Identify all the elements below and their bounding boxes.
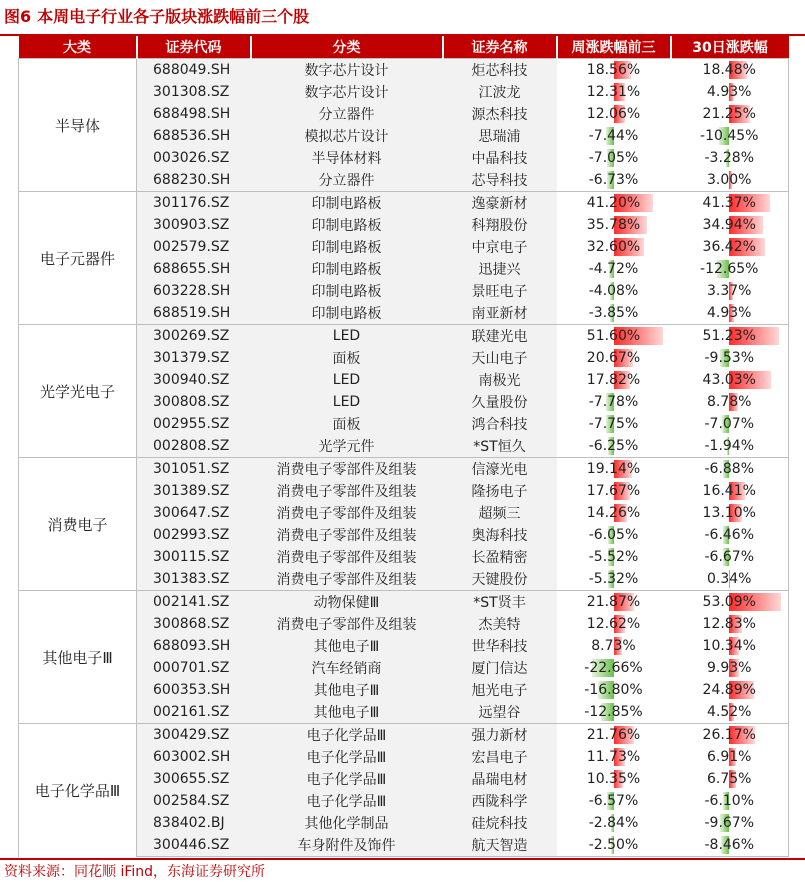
value-text: 10.34% xyxy=(702,638,756,654)
header-code: 证券代码 xyxy=(137,36,251,59)
month-change-cell xyxy=(671,790,789,812)
subcategory-cell: 消费电子零部件及组装 xyxy=(251,613,443,635)
value-text: -6.73% xyxy=(588,172,639,188)
category-cell: 电子元器件 xyxy=(19,192,137,325)
value-text: 21.87% xyxy=(586,594,641,610)
stock-table xyxy=(18,36,789,857)
subcategory-cell: 印制电路板 xyxy=(251,192,443,215)
security-name-cell: 思瑞浦 xyxy=(443,125,557,147)
subcategory-cell: 消费电子零部件及组装 xyxy=(251,524,443,546)
category-cell: 半导体 xyxy=(19,59,137,192)
week-change-cell xyxy=(557,214,671,236)
table-row xyxy=(19,591,789,614)
subcategory-cell: 电子化学品Ⅲ xyxy=(251,746,443,768)
week-change-cell xyxy=(557,413,671,435)
security-name-cell: *ST贤丰 xyxy=(443,591,557,614)
security-name-cell: 奥海科技 xyxy=(443,524,557,546)
value-text: 53.09% xyxy=(702,594,756,610)
value-text: 12.31% xyxy=(586,84,641,100)
week-change-cell xyxy=(557,458,671,481)
security-code-cell: 300808.SZ xyxy=(137,391,251,413)
header-name: 证券名称 xyxy=(443,36,557,59)
header-row xyxy=(19,36,789,59)
value-text: -22.66% xyxy=(584,660,643,676)
subcategory-cell: LED xyxy=(251,369,443,391)
value-text: 0.34% xyxy=(707,571,752,587)
security-name-cell: 超频三 xyxy=(443,502,557,524)
week-change-cell xyxy=(557,834,671,857)
subcategory-cell: 印制电路板 xyxy=(251,302,443,325)
month-change-cell xyxy=(671,325,789,348)
value-text: -7.44% xyxy=(588,128,639,144)
subcategory-cell: 数字芯片设计 xyxy=(251,81,443,103)
security-code-cell: 838402.BJ xyxy=(137,812,251,834)
week-change-cell xyxy=(557,302,671,325)
security-code-cell: 000701.SZ xyxy=(137,657,251,679)
security-code-cell: 002584.SZ xyxy=(137,790,251,812)
header-subcategory: 分类 xyxy=(251,36,443,59)
month-change-cell xyxy=(671,724,789,747)
week-change-cell xyxy=(557,657,671,679)
subcategory-cell: LED xyxy=(251,325,443,348)
category-cell: 光学光电子 xyxy=(19,325,137,458)
security-name-cell: 宏昌电子 xyxy=(443,746,557,768)
month-change-cell xyxy=(671,746,789,768)
security-code-cell: 002161.SZ xyxy=(137,701,251,724)
value-text: 12.83% xyxy=(702,616,756,632)
week-change-cell xyxy=(557,169,671,192)
month-change-cell xyxy=(671,480,789,502)
value-text: -6.67% xyxy=(704,549,755,565)
security-name-cell: 芯导科技 xyxy=(443,169,557,192)
subcategory-cell: 数字芯片设计 xyxy=(251,59,443,82)
week-change-cell xyxy=(557,59,671,82)
security-name-cell: 旭光电子 xyxy=(443,679,557,701)
security-code-cell: 688049.SH xyxy=(137,59,251,82)
value-text: 4.52% xyxy=(707,704,752,720)
subcategory-cell: 其他电子Ⅲ xyxy=(251,701,443,724)
security-name-cell: 南极光 xyxy=(443,369,557,391)
subcategory-cell: 光学元件 xyxy=(251,435,443,458)
value-text: 17.82% xyxy=(586,372,641,388)
security-code-cell: 300903.SZ xyxy=(137,214,251,236)
month-change-cell xyxy=(671,169,789,192)
subcategory-cell: 分立器件 xyxy=(251,169,443,192)
value-text: 6.75% xyxy=(707,771,752,787)
month-change-cell xyxy=(671,81,789,103)
security-code-cell: 002141.SZ xyxy=(137,591,251,614)
security-name-cell: 中晶科技 xyxy=(443,147,557,169)
month-change-cell xyxy=(671,391,789,413)
security-code-cell: 688498.SH xyxy=(137,103,251,125)
security-name-cell: 西陇科学 xyxy=(443,790,557,812)
security-name-cell: 隆扬电子 xyxy=(443,480,557,502)
week-change-cell xyxy=(557,369,671,391)
value-text: -6.46% xyxy=(704,527,755,543)
value-text: -5.32% xyxy=(588,571,639,587)
category-cell: 其他电子Ⅲ xyxy=(19,591,137,724)
value-text: 32.60% xyxy=(586,239,641,255)
value-text: 51.60% xyxy=(586,328,641,344)
value-text: 24.89% xyxy=(702,682,756,698)
security-name-cell: 杰美特 xyxy=(443,613,557,635)
value-text: -12.85% xyxy=(584,704,643,720)
value-text: 41.20% xyxy=(586,195,641,211)
security-code-cell: 301176.SZ xyxy=(137,192,251,215)
month-change-cell xyxy=(671,413,789,435)
value-text: 35.78% xyxy=(586,217,641,233)
month-change-cell xyxy=(671,546,789,568)
figure-caption: 本周电子行业各子版块涨跌幅前三个股 xyxy=(37,7,310,26)
value-text: 34.94% xyxy=(702,217,756,233)
month-change-cell xyxy=(671,258,789,280)
security-name-cell: 强力新材 xyxy=(443,724,557,747)
security-code-cell: 300940.SZ xyxy=(137,369,251,391)
subcategory-cell: 印制电路板 xyxy=(251,258,443,280)
security-name-cell: 厦门信达 xyxy=(443,657,557,679)
week-change-cell xyxy=(557,258,671,280)
security-code-cell: 688655.SH xyxy=(137,258,251,280)
security-name-cell: 远望谷 xyxy=(443,701,557,724)
week-change-cell xyxy=(557,679,671,701)
week-change-cell xyxy=(557,524,671,546)
security-name-cell: 鸿合科技 xyxy=(443,413,557,435)
security-code-cell: 300269.SZ xyxy=(137,325,251,348)
week-change-cell xyxy=(557,746,671,768)
month-change-cell xyxy=(671,502,789,524)
value-text: 6.91% xyxy=(707,749,752,765)
header-category: 大类 xyxy=(19,36,137,59)
value-text: 4.93% xyxy=(707,84,752,100)
month-change-cell xyxy=(671,236,789,258)
value-text: 19.14% xyxy=(586,461,641,477)
month-change-cell xyxy=(671,347,789,369)
value-text: 36.42% xyxy=(702,239,756,255)
security-name-cell: *ST恒久 xyxy=(443,435,557,458)
value-text: -3.85% xyxy=(588,305,639,321)
security-name-cell: 景旺电子 xyxy=(443,280,557,302)
security-name-cell: 炬芯科技 xyxy=(443,59,557,82)
value-text: 20.67% xyxy=(586,350,641,366)
table-row xyxy=(19,59,789,82)
security-code-cell: 300115.SZ xyxy=(137,546,251,568)
value-text: 16.41% xyxy=(702,483,756,499)
week-change-cell xyxy=(557,613,671,635)
value-text: 8.73% xyxy=(591,638,636,654)
security-code-cell: 603002.SH xyxy=(137,746,251,768)
month-change-cell xyxy=(671,613,789,635)
security-name-cell: 久量股份 xyxy=(443,391,557,413)
security-code-cell: 300446.SZ xyxy=(137,834,251,857)
value-text: -3.28% xyxy=(704,150,755,166)
security-code-cell: 688519.SH xyxy=(137,302,251,325)
week-change-cell xyxy=(557,635,671,657)
security-code-cell: 300429.SZ xyxy=(137,724,251,747)
security-code-cell: 002993.SZ xyxy=(137,524,251,546)
value-text: -5.52% xyxy=(588,549,639,565)
value-text: 4.93% xyxy=(707,305,752,321)
month-change-cell xyxy=(671,214,789,236)
week-change-cell xyxy=(557,480,671,502)
value-text: 43.03% xyxy=(702,372,756,388)
security-code-cell: 688230.SH xyxy=(137,169,251,192)
figure-title xyxy=(4,2,315,32)
value-text: -9.53% xyxy=(704,350,755,366)
value-text: 3.00% xyxy=(707,172,752,188)
week-change-cell xyxy=(557,701,671,724)
subcategory-cell: 半导体材料 xyxy=(251,147,443,169)
week-change-cell xyxy=(557,325,671,348)
subcategory-cell: 面板 xyxy=(251,347,443,369)
security-name-cell: 世华科技 xyxy=(443,635,557,657)
value-text: -16.80% xyxy=(584,682,643,698)
source-note: 资料来源：同花顺 iFind，东海证券研究所 xyxy=(4,864,266,880)
security-name-cell: 南亚新材 xyxy=(443,302,557,325)
subcategory-cell: 面板 xyxy=(251,413,443,435)
security-code-cell: 300655.SZ xyxy=(137,768,251,790)
month-change-cell xyxy=(671,59,789,82)
subcategory-cell: 汽车经销商 xyxy=(251,657,443,679)
week-change-cell xyxy=(557,103,671,125)
week-change-cell xyxy=(557,790,671,812)
security-name-cell: 迅捷兴 xyxy=(443,258,557,280)
value-text: -8.46% xyxy=(704,837,755,853)
security-name-cell: 源杰科技 xyxy=(443,103,557,125)
week-change-cell xyxy=(557,81,671,103)
month-change-cell xyxy=(671,834,789,857)
security-code-cell: 002579.SZ xyxy=(137,236,251,258)
security-code-cell: 301379.SZ xyxy=(137,347,251,369)
security-code-cell: 603228.SH xyxy=(137,280,251,302)
month-change-cell xyxy=(671,568,789,591)
security-code-cell: 300868.SZ xyxy=(137,613,251,635)
month-change-cell xyxy=(671,103,789,125)
subcategory-cell: 印制电路板 xyxy=(251,214,443,236)
value-text: -9.67% xyxy=(704,815,755,831)
value-text: -6.88% xyxy=(704,461,755,477)
value-text: -2.50% xyxy=(588,837,639,853)
month-change-cell xyxy=(671,701,789,724)
week-change-cell xyxy=(557,502,671,524)
subcategory-cell: 印制电路板 xyxy=(251,280,443,302)
value-text: -7.05% xyxy=(588,150,639,166)
month-change-cell xyxy=(671,524,789,546)
month-change-cell xyxy=(671,635,789,657)
week-change-cell xyxy=(557,546,671,568)
subcategory-cell: 消费电子零部件及组装 xyxy=(251,458,443,481)
value-text: 41.37% xyxy=(702,195,756,211)
security-code-cell: 600353.SH xyxy=(137,679,251,701)
month-change-cell xyxy=(671,192,789,215)
value-text: 21.76% xyxy=(586,727,641,743)
security-code-cell: 301389.SZ xyxy=(137,480,251,502)
month-change-cell xyxy=(671,280,789,302)
value-text: -7.78% xyxy=(588,394,639,410)
subcategory-cell: LED xyxy=(251,391,443,413)
month-change-cell xyxy=(671,435,789,458)
subcategory-cell: 其他电子Ⅲ xyxy=(251,635,443,657)
value-text: -7.07% xyxy=(704,416,755,432)
value-text: -4.72% xyxy=(588,261,639,277)
security-code-cell: 003026.SZ xyxy=(137,147,251,169)
value-text: 13.10% xyxy=(702,505,756,521)
value-text: 18.56% xyxy=(586,62,641,78)
value-text: -6.05% xyxy=(588,527,639,543)
month-change-cell xyxy=(671,458,789,481)
subcategory-cell: 电子化学品Ⅲ xyxy=(251,790,443,812)
value-text: -7.75% xyxy=(588,416,639,432)
subcategory-cell: 其他电子Ⅲ xyxy=(251,679,443,701)
value-text: -10.45% xyxy=(700,128,759,144)
subcategory-cell: 消费电子零部件及组装 xyxy=(251,546,443,568)
security-name-cell: 天山电子 xyxy=(443,347,557,369)
value-text: -1.94% xyxy=(704,438,755,454)
security-name-cell: 硅烷科技 xyxy=(443,812,557,834)
week-change-cell xyxy=(557,724,671,747)
table-row xyxy=(19,724,789,747)
subcategory-cell: 电子化学品Ⅲ xyxy=(251,724,443,747)
security-name-cell: 逸豪新材 xyxy=(443,192,557,215)
month-change-cell xyxy=(671,657,789,679)
value-text: 26.17% xyxy=(702,727,756,743)
week-change-cell xyxy=(557,591,671,614)
value-text: 51.23% xyxy=(702,328,756,344)
security-name-cell: 江波龙 xyxy=(443,81,557,103)
figure-number: 图6 xyxy=(4,7,32,26)
value-text: 17.67% xyxy=(586,483,641,499)
category-cell: 消费电子 xyxy=(19,458,137,591)
month-change-cell xyxy=(671,812,789,834)
week-change-cell xyxy=(557,347,671,369)
subcategory-cell: 电子化学品Ⅲ xyxy=(251,768,443,790)
week-change-cell xyxy=(557,147,671,169)
value-text: 11.73% xyxy=(586,749,641,765)
table-row xyxy=(19,325,789,348)
subcategory-cell: 消费电子零部件及组装 xyxy=(251,568,443,591)
security-name-cell: 航天智造 xyxy=(443,834,557,857)
value-text: -6.10% xyxy=(704,793,755,809)
security-code-cell: 002955.SZ xyxy=(137,413,251,435)
subcategory-cell: 消费电子零部件及组装 xyxy=(251,480,443,502)
month-change-cell xyxy=(671,679,789,701)
month-change-cell xyxy=(671,768,789,790)
subcategory-cell: 模拟芯片设计 xyxy=(251,125,443,147)
value-text: 12.62% xyxy=(586,616,641,632)
week-change-cell xyxy=(557,280,671,302)
value-text: -12.65% xyxy=(700,261,759,277)
value-text: -6.25% xyxy=(588,438,639,454)
week-change-cell xyxy=(557,125,671,147)
week-change-cell xyxy=(557,391,671,413)
value-text: 8.78% xyxy=(707,394,752,410)
header-month-change: 30日涨跌幅 xyxy=(671,36,789,59)
table-row xyxy=(19,458,789,481)
subcategory-cell: 印制电路板 xyxy=(251,236,443,258)
security-code-cell: 301051.SZ xyxy=(137,458,251,481)
subcategory-cell: 动物保健Ⅲ xyxy=(251,591,443,614)
value-text: 9.93% xyxy=(707,660,752,676)
week-change-cell xyxy=(557,768,671,790)
table-body xyxy=(19,59,789,857)
security-code-cell: 301383.SZ xyxy=(137,568,251,591)
value-text: 10.35% xyxy=(586,771,641,787)
week-change-cell xyxy=(557,236,671,258)
security-name-cell: 中京电子 xyxy=(443,236,557,258)
table-row xyxy=(19,192,789,215)
month-change-cell xyxy=(671,125,789,147)
security-code-cell: 688093.SH xyxy=(137,635,251,657)
security-name-cell: 科翔股份 xyxy=(443,214,557,236)
security-code-cell: 301308.SZ xyxy=(137,81,251,103)
subcategory-cell: 其他化学制品 xyxy=(251,812,443,834)
value-text: 3.37% xyxy=(707,283,752,299)
security-code-cell: 688536.SH xyxy=(137,125,251,147)
security-code-cell: 300647.SZ xyxy=(137,502,251,524)
week-change-cell xyxy=(557,568,671,591)
month-change-cell xyxy=(671,591,789,614)
week-change-cell xyxy=(557,812,671,834)
value-text: 14.26% xyxy=(586,505,641,521)
subcategory-cell: 消费电子零部件及组装 xyxy=(251,502,443,524)
value-text: 18.48% xyxy=(702,62,756,78)
week-change-cell xyxy=(557,192,671,215)
security-name-cell: 信濠光电 xyxy=(443,458,557,481)
week-change-cell xyxy=(557,435,671,458)
value-text: -2.84% xyxy=(588,815,639,831)
value-text: -4.08% xyxy=(588,283,639,299)
security-name-cell: 联建光电 xyxy=(443,325,557,348)
category-cell: 电子化学品Ⅲ xyxy=(19,724,137,857)
month-change-cell xyxy=(671,147,789,169)
security-name-cell: 长盈精密 xyxy=(443,546,557,568)
value-text: 12.06% xyxy=(586,106,641,122)
value-text: 21.25% xyxy=(702,106,756,122)
subcategory-cell: 分立器件 xyxy=(251,103,443,125)
header-week-change: 周涨跌幅前三 xyxy=(557,36,671,59)
subcategory-cell: 车身附件及饰件 xyxy=(251,834,443,857)
security-name-cell: 晶瑞电材 xyxy=(443,768,557,790)
month-change-cell xyxy=(671,302,789,325)
security-name-cell: 天键股份 xyxy=(443,568,557,591)
month-change-cell xyxy=(671,369,789,391)
security-code-cell: 002808.SZ xyxy=(137,435,251,458)
value-text: -6.57% xyxy=(588,793,639,809)
